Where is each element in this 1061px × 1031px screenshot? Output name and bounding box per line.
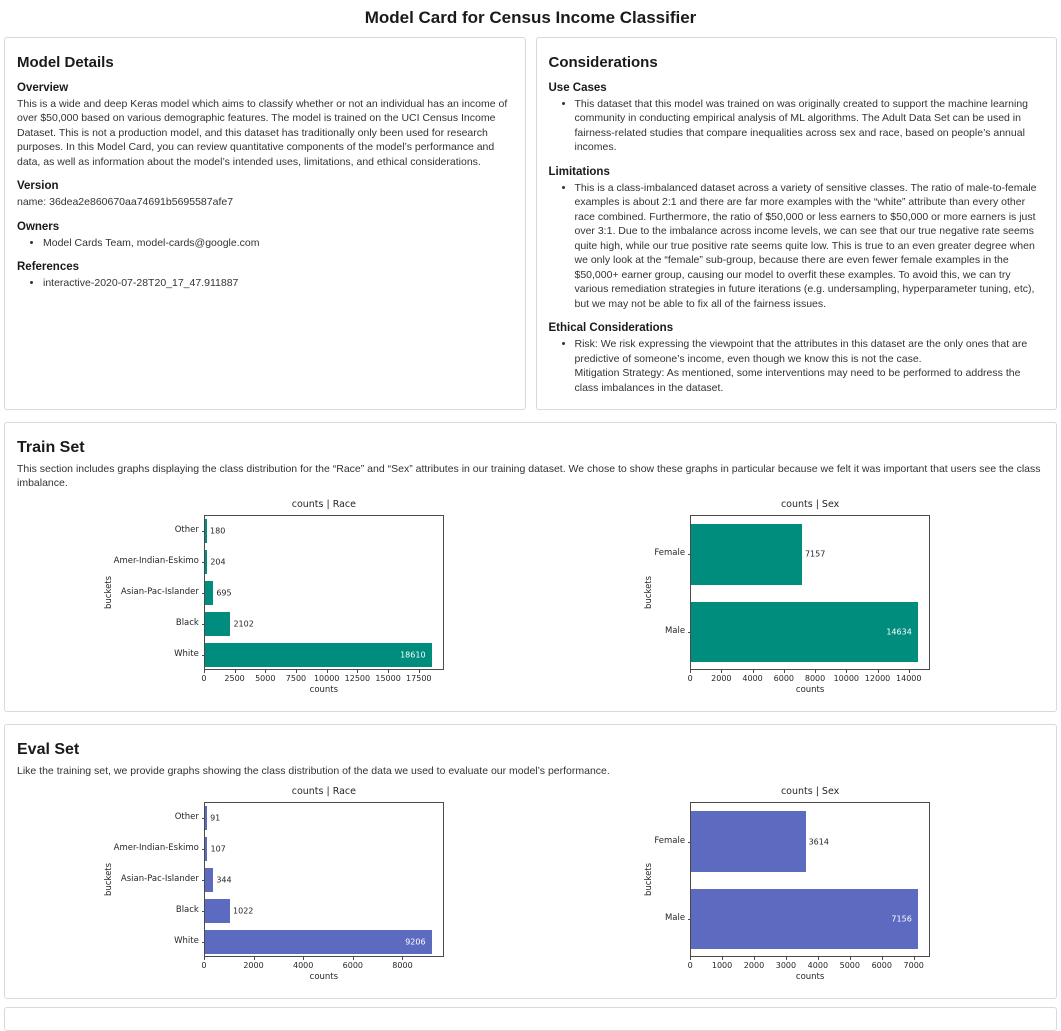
x-tick-mark [357,670,358,673]
bar-value-label: 18610 [400,650,426,660]
x-tick-label: 5000 [255,673,276,683]
bar-value-label: 1022 [233,906,254,916]
x-axis-ticks [201,957,444,971]
next-section-top-edge [4,1007,1057,1031]
x-tick-label: 2500 [224,673,245,683]
y-tick-label: Female [654,548,686,559]
x-tick-label: 7500 [285,673,307,683]
x-tick-mark [754,957,755,960]
ethical-considerations-list [549,337,1045,395]
considerations-card [536,37,1058,410]
y-tick-label: Male [664,913,686,923]
bar-female [691,811,805,871]
x-tick-label: 0 [687,673,693,683]
y-axis-label: buckets [103,575,114,609]
eval-set-title: Eval Set [17,740,80,758]
bar-amer-indian-eskimo [205,837,208,861]
use-cases-heading: Use Cases [548,82,607,94]
bar-value-label: 695 [216,588,232,598]
bar-value-label: 2102 [233,619,254,629]
x-tick-mark [784,670,785,673]
bar-asian-pac-islander [205,581,213,605]
x-tick-mark [721,670,722,673]
bar-male [691,889,918,949]
x-tick-label: 1000 [711,960,733,970]
y-tick-label: Amer-Indian-Eskimo [113,556,199,567]
references-heading: References [17,261,80,274]
overview-heading: Overview [17,82,69,94]
x-tick-label: 15000 [375,673,401,683]
bar-value-label: 14634 [886,627,912,637]
plot-area [204,802,444,957]
bar-asian-pac-islander [205,868,213,892]
bar-value-label: 204 [210,557,226,567]
plot-column [201,498,444,695]
bar-male [691,602,918,662]
x-tick-mark [204,670,205,673]
use-cases-list [549,97,1045,155]
y-tick-label: Asian-Pac-Islander [120,587,199,598]
x-tick-label: 8000 [804,673,826,683]
owners-list [17,236,513,250]
x-tick-label: 5000 [839,960,860,970]
bar-value-label: 107 [210,844,226,854]
model-details-title: Model Details [17,54,114,71]
x-tick-mark [878,670,879,673]
x-tick-label: 2000 [743,960,765,970]
x-tick-mark [303,957,304,960]
train-set-title: Train Set [17,439,85,457]
bar-amer-indian-eskimo [205,550,207,574]
x-axis-label: counts [795,971,825,982]
limitation-item: • This is a class-imbalanced dataset across a variety of sensitive classes. The ratio of male-to-female examples is about 2:1 and there are far more examples with the “white” attribute than every other race combined. Furthermore, the ratio of $50,000 or less earners to $50,000 or more earners is just over 3:1. Due to the imbalance across income levels, we can see that our true negative rate seems quite high, while our true positive rate seems quite low. This is true to an even greater degree when we only look at the “female” sub-group, because there are even fewer female examples in the $50,000+ earner group, causing our model to overfit these examples. To avoid this, we can try various remediation strategies in future iterations (e.g. undersampling, hyperparameter tuning, etc), but we may not be able to fix all of the fairness issues. [575,181,1045,311]
x-axis-ticks [687,957,930,971]
version-heading: Version [17,180,59,193]
x-tick-mark [690,670,691,673]
x-tick-label: 7000 [903,960,924,970]
y-tick-label: Other [174,812,199,823]
bar-value-label: 180 [210,526,226,536]
y-tick-label: Black [175,905,199,916]
x-tick-label: 12500 [344,673,371,683]
bar-value-label: 9206 [405,937,426,947]
overview-text: This is a wide and deep Keras model which aims to classify whether or not an individual has an income of over $50,000 based on various demographic features. The model is trained on the UCI Census Income Dataset. This is not a production model, and this dataset has traditionally only been used for research purposes. In this Model Card, you can review quantitative components of the model’s performance and data, as well as information about the model’s intended uses, limitations, and ethical considerations. [17,98,508,168]
chart-title: counts | Race [291,498,356,510]
x-tick-label: 10000 [313,673,340,683]
bar-value-label: 344 [216,875,232,885]
x-tick-mark [846,670,847,673]
x-tick-mark [909,670,910,673]
x-tick-mark [818,957,819,960]
x-tick-mark [753,670,754,673]
x-tick-label: 17500 [406,673,432,683]
x-tick-label: 6000 [342,960,364,970]
references-list [17,276,513,290]
chart-title: counts | Race [291,785,356,797]
top-cards-row [4,37,1057,410]
bar-white [205,643,432,667]
y-axis-category-labels [114,515,204,670]
x-tick-label: 2000 [711,673,732,683]
x-axis-ticks [201,670,444,684]
x-tick-label: 4000 [742,673,763,683]
ethical-item [575,337,1045,395]
owners-heading: Owners [17,220,60,233]
bar-other [205,806,207,830]
train-race-chart [104,499,444,695]
y-axis-category-labels [654,802,690,957]
y-tick-label: White [174,936,199,947]
x-tick-label: 12000 [864,673,891,683]
x-tick-label: 0 [687,960,693,970]
plot-column [687,785,930,982]
x-axis-label: counts [309,684,339,695]
reference-item: • interactive-2020-07-28T20_17_47.911887 [43,276,513,290]
bar-female [691,524,802,584]
chart-title: counts | Sex [780,785,840,797]
x-tick-mark [690,957,691,960]
x-tick-label: 14000 [896,673,922,683]
x-tick-mark [882,957,883,960]
bar-other [205,519,207,543]
x-tick-label: 0 [201,673,207,683]
x-axis-ticks [687,670,930,684]
bar-value-label: 91 [210,813,221,823]
plot-area [690,515,930,670]
y-tick-label: Female [654,835,686,846]
x-tick-mark [327,670,328,673]
y-axis-label: buckets [103,862,114,896]
plot-column [687,498,930,695]
x-tick-label: 6000 [871,960,892,970]
x-axis-label: counts [309,971,339,982]
x-tick-mark [850,957,851,960]
x-tick-mark [265,670,266,673]
x-tick-mark [296,670,297,673]
y-axis-label: buckets [644,862,655,896]
ethical-considerations-heading: Ethical Considerations [548,322,674,335]
y-axis-category-labels [114,802,204,957]
bar-white [205,930,432,954]
plot-area [690,802,930,957]
train-set-section [4,422,1057,711]
considerations-title: Considerations [548,54,658,71]
eval-set-section [4,724,1057,999]
plot-area [204,515,444,670]
eval-sex-chart [644,786,930,982]
page-title: Model Card for Census Income Classifier [364,8,697,27]
x-tick-label: 8000 [392,960,413,970]
x-tick-label: 2000 [243,960,264,970]
ethical-risk-text: Risk: We risk expressing the viewpoint that the attributes in this dataset are the only ones that are predictive of someone’s income, even though we know this is not the case. [574,338,1028,365]
x-tick-mark [353,957,354,960]
x-tick-mark [914,957,915,960]
x-tick-mark [815,670,816,673]
x-tick-label: 0 [201,960,207,970]
y-tick-label: Male [664,625,686,636]
x-tick-mark [254,957,255,960]
bar-black [205,612,231,636]
limitations-list [549,181,1045,311]
bar-value-label: 3614 [808,837,829,846]
x-tick-label: 4000 [292,960,314,970]
eval-charts-row [17,786,1044,982]
eval-set-description: Like the training set, we provide graphs showing the class distribution of the data we used to evaluate our model’s performance. [17,764,610,777]
model-details-card [4,37,526,410]
chart-title: counts | Sex [780,498,840,510]
limitations-heading: Limitations [548,165,610,178]
y-tick-label: Black [175,618,199,629]
y-tick-label: Asian-Pac-Islander [120,874,199,885]
train-sex-chart [644,499,930,695]
ethical-mitigation-text: Mitigation Strategy: As mentioned, some interventions may need to be performed to address the class imbalances in the dataset. [574,367,1021,394]
x-tick-label: 4000 [807,960,829,970]
version-value: name: 36dea2e860670aa74691b5695587afe7 [17,196,234,209]
x-tick-label: 3000 [775,960,797,970]
use-case-item: • This dataset that this model was trained on was originally created to support the machine learning community in conducting empirical analysis of ML algorithms. The Adult Data Set can be used in fairness-related studies that compare inequalities across sex and race, based on people’s annual incomes. [575,97,1045,155]
bar-black [205,899,230,923]
x-tick-label: 6000 [773,673,794,683]
x-tick-mark [388,670,389,673]
y-axis-label: buckets [644,575,655,609]
x-tick-mark [786,957,787,960]
y-tick-label: Amer-Indian-Eskimo [113,843,199,854]
train-charts-row [17,499,1044,695]
bar-value-label: 7156 [891,914,912,924]
x-axis-label: counts [795,684,825,695]
eval-race-chart [104,786,444,982]
owner-item: • Model Cards Team, model-cards@google.com [43,236,513,250]
x-tick-mark [722,957,723,960]
y-tick-label: White [174,649,199,660]
x-tick-mark [419,670,420,673]
x-tick-mark [204,957,205,960]
x-tick-mark [235,670,236,673]
x-tick-label: 10000 [833,673,860,683]
y-axis-category-labels [654,515,690,670]
x-tick-mark [402,957,403,960]
plot-column [201,785,444,982]
train-set-description: This section includes graphs displaying the class distribution for the “Race” and “Sex” attributes in our training dataset. We chose to show these graphs in particular because we felt it was important that users see the class imbalance. [17,463,1041,490]
y-tick-label: Other [174,525,199,536]
bar-value-label: 7157 [804,549,826,559]
